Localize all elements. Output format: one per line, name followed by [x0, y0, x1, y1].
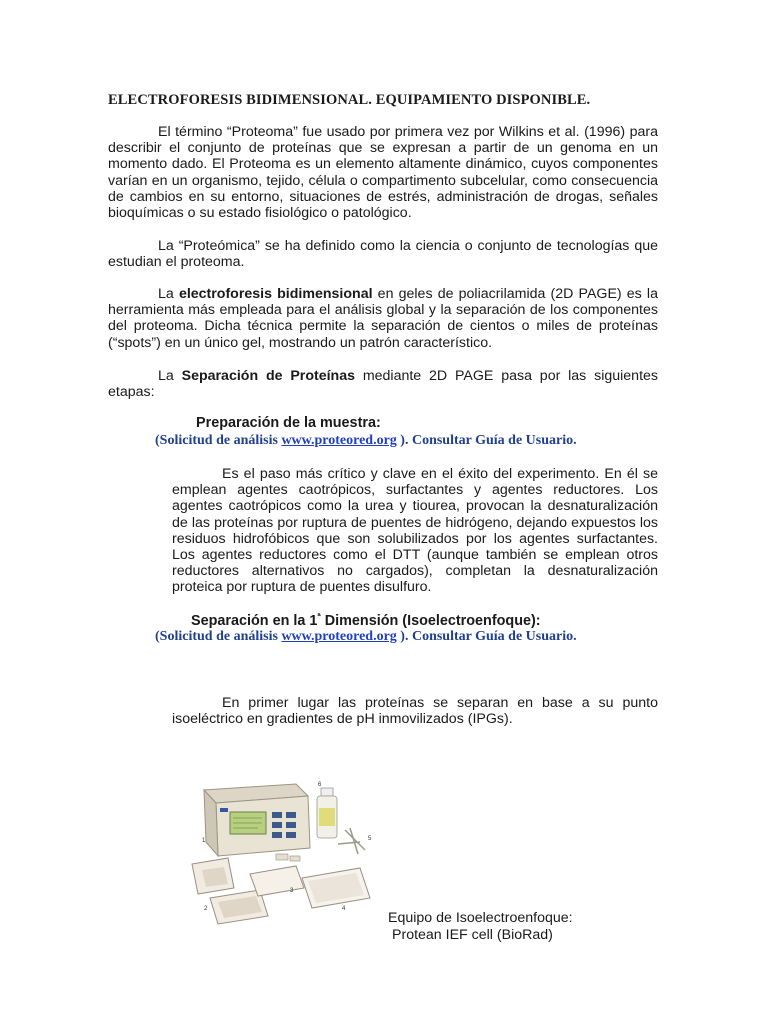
- section2-link-suffix: ). Consultar Guía de Usuario.: [396, 629, 577, 644]
- ief-cell-unit: [204, 784, 310, 856]
- focusing-trays: [192, 854, 370, 924]
- section1-body: Es el paso más crítico y clave en el éxito del experimento. En él se emplean agentes caotrópicos, surfactantes y agentes reductores. Los agentes caotrópicos como la urea y tiourea, provocan la desnaturalización de las proteínas por ruptura de puentes de hidrógeno, dejando expuestos los residuos hidrofóbicos que son solubilizados por los agentes surfactantes. Los agentes reductores como el DTT (aunque también se emplean otros reductores alternativos no cargados), completan la desnaturalización proteica por ruptura de puentes disulfuro.: [172, 466, 658, 596]
- p4-bold: Separación de Proteínas: [181, 368, 355, 384]
- reagent-bottle: [317, 788, 337, 838]
- figure-label-6: 6: [318, 782, 322, 788]
- section2-body: En primer lugar las proteínas se separan en base a su punto isoeléctrico en gradientes de pH inmovilizados (IPGs).: [172, 695, 658, 728]
- paragraph-proteoma: El término “Proteoma” fue usado por primera vez por Wilkins et al. (1996) para describir el conjunto de proteínas que se expresan a partir de un genoma en un momento dado. El Proteoma es un elemento altamente dinámico, cuyos componentes varían en un organismo, tejido, célula o compartimento subcelular, como consecuencia de cambios en su entorno, situaciones de estrés, administración de drogas, señales bioquímicas o su estado fisiológico o patológico.: [108, 124, 658, 222]
- p4-post: mediante 2D PAGE pasa por las siguientes etapas:: [108, 368, 658, 401]
- p3-post: en geles de poliacrilamida (2D PAGE) es la herramienta más empleada para el análisis global y la separación de los componentes del proteoma. Dicha técnica permite la separación de cientos o miles de proteínas (“spots”) en un único gel, mostrando un patrón característico.: [108, 286, 658, 351]
- p3-pre: La: [158, 286, 179, 302]
- p4-pre: La: [158, 368, 182, 384]
- caption-line-2: Protean IEF cell (BioRad): [392, 927, 553, 943]
- figure-caption: [388, 910, 573, 944]
- figure-label-2: 2: [204, 906, 208, 912]
- figure-label-3: 3: [290, 888, 294, 894]
- section2-paren: (: [155, 629, 160, 644]
- section1-proteored-link[interactable]: www.proteored.org: [281, 433, 397, 448]
- section1-heading: Preparación de la muestra:: [196, 415, 381, 431]
- section2-proteored-link[interactable]: www.proteored.org: [281, 629, 397, 644]
- paragraph-proteomica: La “Proteómica” se ha definido como la ciencia o conjunto de tecnologías que estudian el proteoma.: [108, 238, 658, 271]
- figure-label-5: 5: [368, 836, 372, 842]
- figure-label-4: 4: [342, 906, 346, 912]
- ief-equipment-illustration: [190, 770, 390, 935]
- section1-paren: (: [155, 433, 160, 448]
- section1-link-suffix: ). Consultar Guía de Usuario.: [396, 433, 577, 448]
- ief-equipment-figure: [190, 770, 390, 935]
- section2-link-line: [155, 629, 577, 645]
- paragraph-separacion: [108, 368, 658, 400]
- section2-link-prefix: Solicitud de análisis: [159, 629, 282, 644]
- figure-label-1: 1: [202, 838, 206, 844]
- document-title: ELECTROFORESIS BIDIMENSIONAL. EQUIPAMIENTO DISPONIBLE.: [108, 92, 591, 108]
- section2-heading-pre: Separación en la 1: [191, 612, 318, 629]
- small-tools: [338, 828, 365, 854]
- section1-link-line: [155, 433, 577, 449]
- section1-link-prefix: Solicitud de análisis: [159, 433, 282, 448]
- paragraph-electroforesis: [108, 286, 658, 351]
- section2-heading-sup: ª: [317, 611, 321, 621]
- section2-heading-post: Dimensión (Isoelectroenfoque):: [320, 612, 541, 629]
- caption-line-1: Equipo de Isoelectroenfoque:: [388, 910, 573, 926]
- p3-bold: electroforesis bidimensional: [178, 286, 373, 302]
- section2-heading: [191, 611, 541, 629]
